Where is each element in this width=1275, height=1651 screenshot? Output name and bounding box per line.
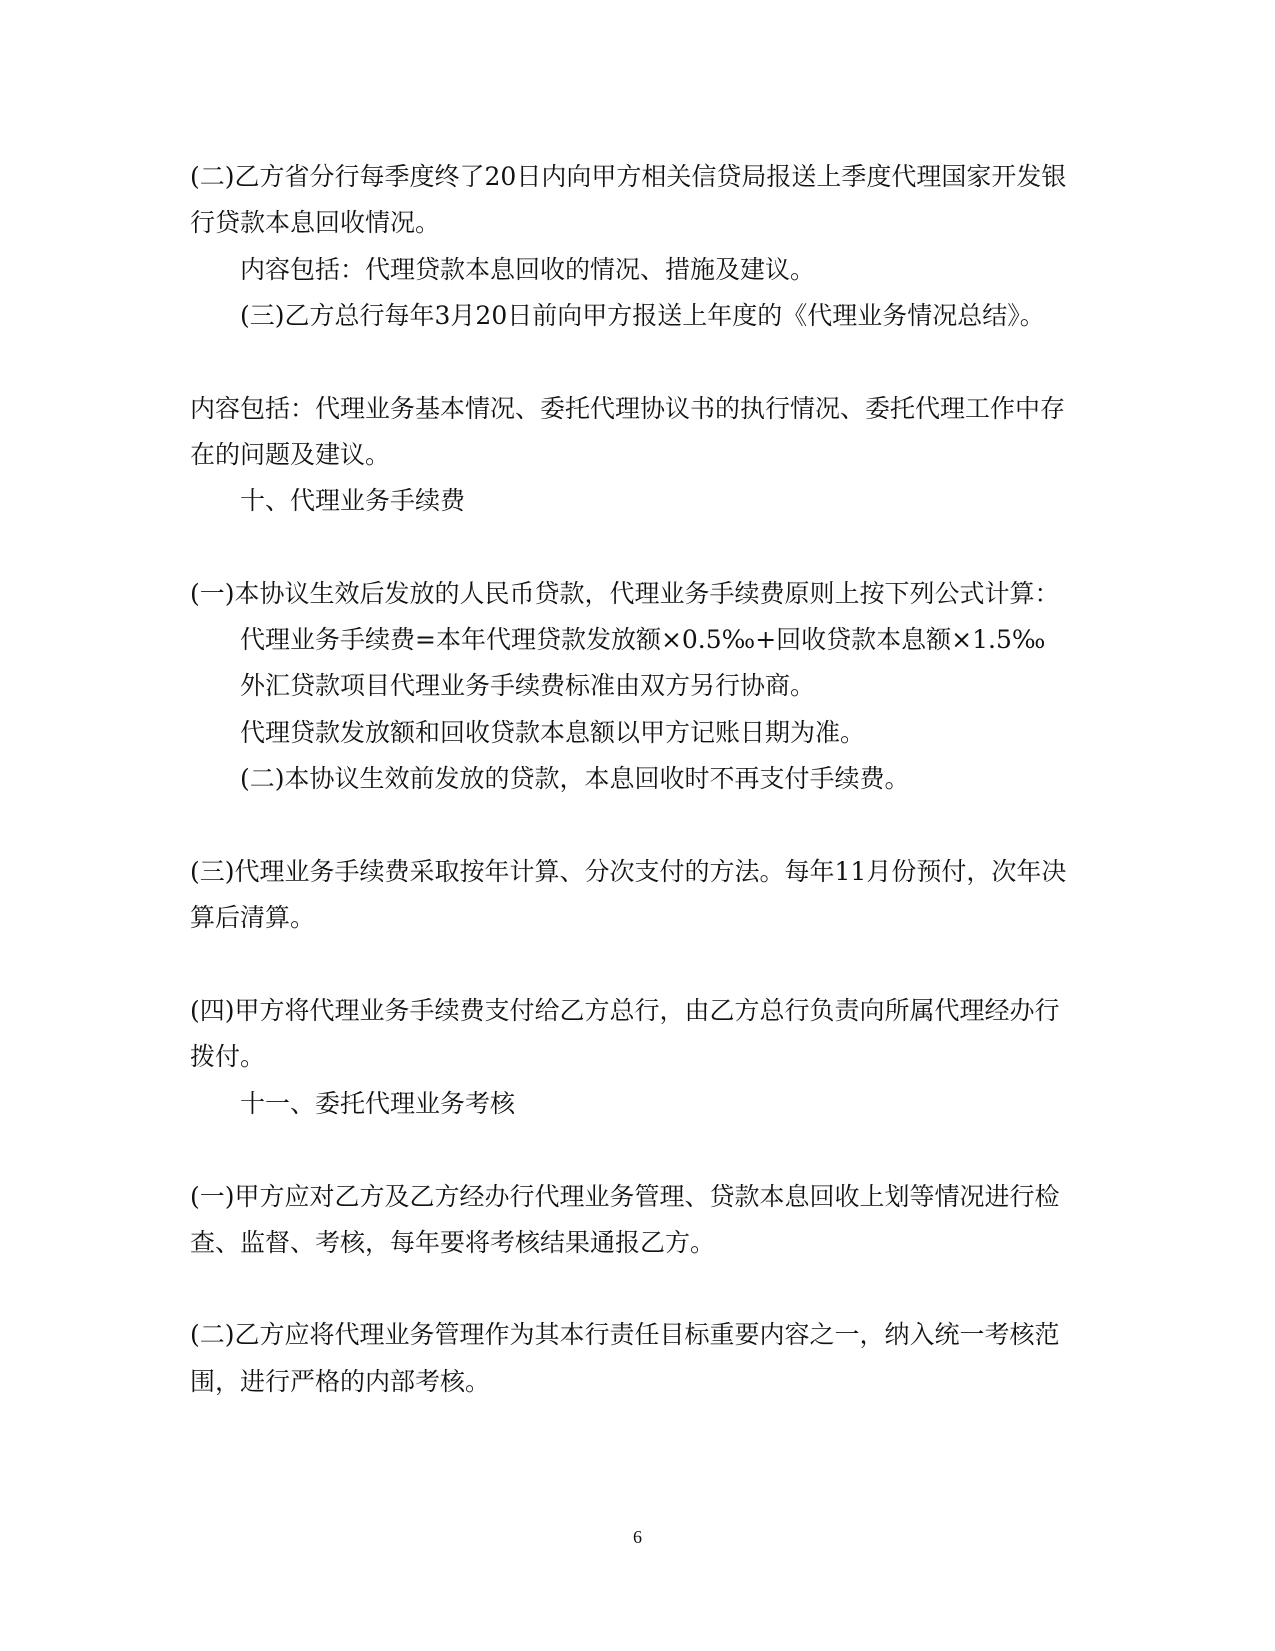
paragraph-line: 内容包括：代理贷款本息回收的情况、措施及建议。 <box>240 255 816 284</box>
paragraph-line: 查、监督、考核，每年要将考核结果通报乙方。 <box>190 1228 716 1257</box>
paragraph-line: (一)本协议生效后发放的人民币贷款，代理业务手续费原则上按下列公式计算： <box>190 579 1060 608</box>
page-number: 6 <box>633 1527 642 1547</box>
section-heading: 十一、委托代理业务考核 <box>240 1089 516 1118</box>
formula-line: 代理业务手续费=本年代理贷款发放额×0.5‰+回收贷款本息额×1.5‰ <box>240 625 1046 654</box>
paragraph-line: 行贷款本息回收情况。 <box>190 208 441 237</box>
paragraph-line: (三)乙方总行每年3月20日前向甲方报送上年度的《代理业务情况总结》。 <box>240 301 1045 330</box>
paragraph-line: (一)甲方应对乙方及乙方经办行代理业务管理、贷款本息回收上划等情况进行检 <box>190 1182 1060 1211</box>
paragraph-line: 在的问题及建议。 <box>190 440 391 469</box>
paragraph-line: 算后清算。 <box>190 903 316 932</box>
paragraph-line: 代理贷款发放额和回收贷款本息额以甲方记账日期为准。 <box>240 718 866 747</box>
paragraph-line: (二)乙方应将代理业务管理作为其本行责任目标重要内容之一，纳入统一考核范 <box>190 1320 1060 1349</box>
paragraph-line: 内容包括：代理业务基本情况、委托代理协议书的执行情况、委托代理工作中存 <box>190 394 1066 423</box>
paragraph-line: 外汇贷款项目代理业务手续费标准由双方另行协商。 <box>240 671 816 700</box>
paragraph-line: 围，进行严格的内部考核。 <box>190 1367 491 1396</box>
paragraph-line: 拨付。 <box>190 1042 266 1071</box>
paragraph-line: (二)乙方省分行每季度终了20日内向甲方相关信贷局报送上季度代理国家开发银 <box>190 162 1067 191</box>
paragraph-line: (二)本协议生效前发放的贷款，本息回收时不再支付手续费。 <box>240 764 910 793</box>
paragraph-line: (三)代理业务手续费采取按年计算、分次支付的方法。每年11月份预付，次年决 <box>190 857 1067 886</box>
section-heading: 十、代理业务手续费 <box>240 486 466 515</box>
paragraph-line: (四)甲方将代理业务手续费支付给乙方总行，由乙方总行负责向所属代理经办行 <box>190 996 1060 1025</box>
